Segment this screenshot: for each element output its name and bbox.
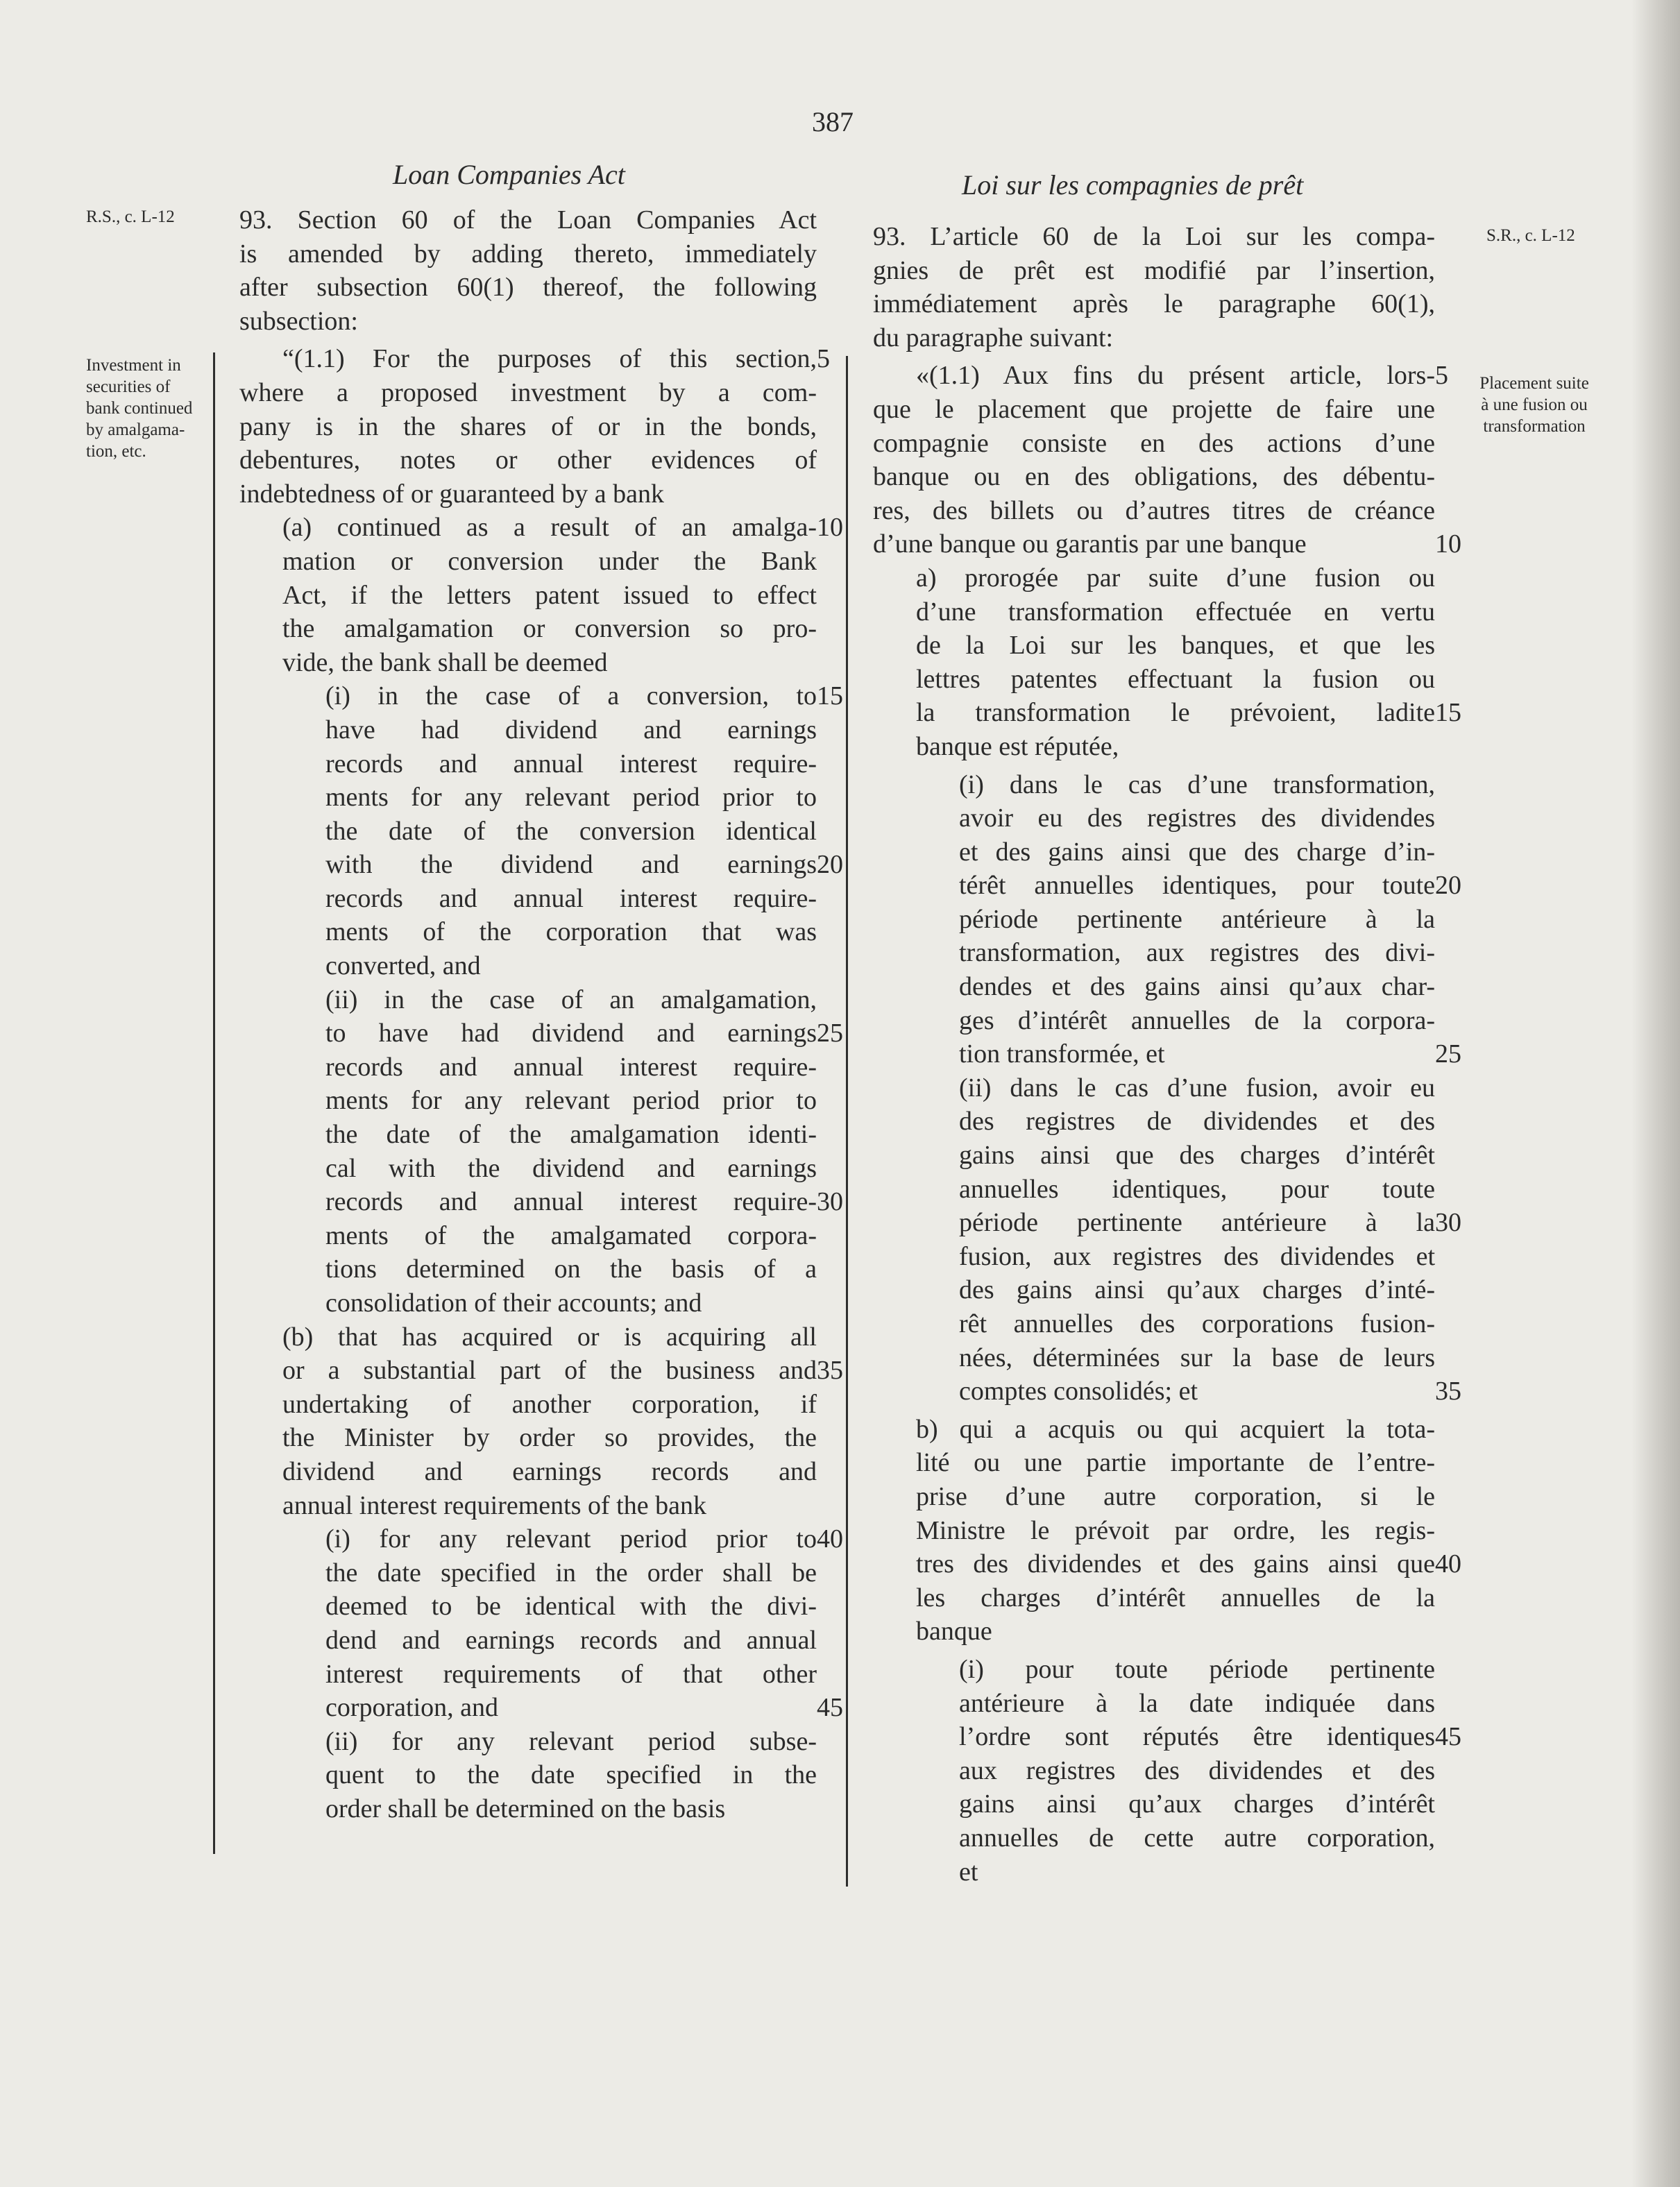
- text-line-content: nées, déterminées sur la base de leurs: [959, 1343, 1435, 1372]
- text-line: [239, 1050, 817, 1084]
- text-line-content: (i) dans le cas d’une transformation,: [959, 769, 1435, 799]
- text-line-content: lité ou une partie importante de l’entre-: [916, 1448, 1435, 1478]
- text-line-content: the Minister by order so provides, the: [282, 1423, 817, 1453]
- text-line-content: tions determined on the basis of a: [325, 1254, 817, 1284]
- text-line-content: fusion, aux registres des dividendes et: [959, 1241, 1435, 1271]
- page-number: 387: [812, 106, 854, 137]
- text-line: [873, 1173, 1435, 1207]
- text-line: [239, 1219, 817, 1253]
- text-line: [239, 579, 817, 613]
- text-line-content: (ii) for any relevant period subse-: [325, 1726, 817, 1756]
- text-line-content: ments for any relevant period prior to: [325, 783, 817, 812]
- margin-note-line: Investment in: [86, 356, 181, 375]
- text-line-content: antérieure à la date indiquée dans: [959, 1688, 1435, 1718]
- margin-note-line: Placement suite: [1479, 374, 1589, 393]
- text-line: [239, 646, 817, 680]
- text-line: [873, 970, 1435, 1004]
- text-line-content: et des gains ainsi que des charge d’in-: [959, 837, 1435, 867]
- line-number: 20: [817, 850, 843, 880]
- text-line-content: with the dividend and earnings: [325, 850, 817, 880]
- text-line: [873, 359, 1448, 393]
- text-line-content: cal with the dividend and earnings: [325, 1153, 817, 1183]
- text-line: [239, 915, 817, 949]
- text-line: [239, 203, 817, 237]
- text-line: [873, 1004, 1435, 1038]
- text-line-content: banque est réputée,: [916, 731, 1119, 761]
- text-line: [873, 801, 1435, 835]
- text-line: [239, 511, 843, 545]
- text-line-content: to have had dividend and earnings: [325, 1019, 817, 1048]
- text-line-content: ges d’intérêt annuelles de la corpora-: [959, 1005, 1435, 1035]
- text-line: [239, 949, 817, 983]
- text-line-content: annual interest requirements of the bank: [282, 1490, 706, 1520]
- text-line: [239, 1792, 817, 1826]
- text-line-content: comptes consolidés; et: [959, 1377, 1198, 1406]
- text-line-content: ments of the corporation that was: [325, 917, 817, 947]
- text-line-content: du paragraphe suivant:: [873, 323, 1114, 352]
- text-line: [873, 869, 1461, 903]
- text-line: [873, 1037, 1461, 1071]
- text-line-content: dend and earnings records and annual: [325, 1625, 817, 1655]
- text-line: [873, 1139, 1435, 1173]
- text-line-content: (ii) dans le cas d’une fusion, avoir eu: [959, 1073, 1435, 1103]
- text-line-content: interest requirements of that other: [325, 1659, 817, 1689]
- text-line: [873, 494, 1435, 528]
- text-line: [873, 1687, 1435, 1721]
- text-line: [239, 443, 817, 477]
- text-line-content: gains ainsi qu’aux charges d’intérêt: [959, 1789, 1435, 1819]
- text-line-content: b) qui a acquis ou qui acquiert la tota-: [916, 1414, 1435, 1444]
- text-line-content: undertaking of another corporation, if: [282, 1389, 817, 1419]
- text-line-content: que le placement que projette de faire une: [873, 394, 1435, 424]
- text-line: [239, 1286, 817, 1320]
- text-line-content: transformation, aux registres des divi-: [959, 938, 1435, 968]
- text-line-content: d’une banque ou garantis par une banque: [873, 529, 1307, 559]
- text-line: [239, 713, 817, 747]
- text-line: [239, 1624, 817, 1658]
- text-line: [873, 1071, 1435, 1105]
- text-line: [239, 1252, 817, 1286]
- left-margin-rule: [213, 352, 215, 1854]
- text-line: [873, 1547, 1461, 1581]
- text-line-content: the date of the conversion identical: [325, 816, 817, 846]
- text-line-content: ments of the amalgamated corpora-: [325, 1220, 817, 1250]
- line-number: 40: [1435, 1549, 1461, 1579]
- text-line-content: debentures, notes or other evidences of: [239, 445, 817, 475]
- text-line: [873, 1240, 1435, 1274]
- text-line: [239, 305, 817, 339]
- line-number: 40: [817, 1524, 843, 1554]
- line-number: 30: [1435, 1208, 1461, 1238]
- text-line-content: dendes et des gains ainsi qu’aux char-: [959, 972, 1435, 1002]
- text-line: [873, 460, 1435, 494]
- text-line: [239, 271, 817, 305]
- text-line-content: Ministre le prévoit par ordre, les regis-: [916, 1515, 1435, 1545]
- text-line: [239, 882, 817, 916]
- text-line: [239, 1320, 817, 1354]
- text-line: [239, 612, 817, 646]
- margin-note-line: securities of: [86, 377, 171, 396]
- line-number: 45: [1435, 1722, 1461, 1752]
- text-line: [239, 1725, 817, 1759]
- text-line: [239, 237, 817, 271]
- text-line-content: tion transformée, et: [959, 1039, 1165, 1069]
- center-column-rule: [846, 356, 848, 1887]
- text-line-content: (ii) in the case of an amalgamation,: [325, 985, 817, 1014]
- line-number: 5: [1435, 361, 1448, 391]
- left-margin-reference: R.S., c. L-12: [86, 207, 175, 226]
- text-line-content: dividend and earnings records and: [282, 1456, 817, 1486]
- text-line-content: l’ordre sont réputés être identiques: [959, 1722, 1435, 1752]
- text-line-content: res, des billets ou d’autres titres de créance: [873, 495, 1435, 525]
- text-line: [239, 1522, 843, 1556]
- line-number: 25: [1435, 1039, 1461, 1069]
- text-line-content: la transformation le prévoient, ladite: [916, 698, 1435, 728]
- text-line-content: banque ou en des obligations, des débentu-: [873, 462, 1435, 492]
- text-line-content: aux registres des dividendes et des: [959, 1755, 1435, 1785]
- text-line: [873, 1754, 1435, 1788]
- right-margin-reference: S.R., c. L-12: [1486, 226, 1575, 245]
- margin-note-line: bank continued: [86, 399, 193, 418]
- text-line: [873, 1273, 1435, 1307]
- text-line-content: 93. L’article 60 de la Loi sur les compa-: [873, 222, 1435, 251]
- text-line-content: the date specified in the order shall be: [325, 1558, 817, 1588]
- text-line: [239, 815, 817, 849]
- text-line: [873, 1341, 1435, 1375]
- text-line-content: rêt annuelles des corporations fusion-: [959, 1309, 1435, 1338]
- text-line: [873, 1375, 1461, 1409]
- text-line-content: mation or conversion under the Bank: [282, 546, 817, 576]
- text-line-content: gains ainsi que des charges d’intérêt: [959, 1141, 1435, 1171]
- text-line-content: prise d’une autre corporation, si le: [916, 1481, 1435, 1511]
- text-line-content: or a substantial part of the business and: [282, 1356, 817, 1386]
- text-line-content: the date of the amalgamation identi-: [325, 1120, 817, 1150]
- text-line-content: quent to the date specified in the: [325, 1760, 817, 1790]
- text-line: [873, 527, 1461, 561]
- text-line-content: where a proposed investment by a com-: [239, 377, 817, 407]
- text-line-content: records and annual interest require-: [325, 749, 817, 778]
- text-line: [873, 1514, 1435, 1548]
- text-line-content: indebtedness of or guaranteed by a bank: [239, 479, 665, 509]
- text-line-content: compagnie consiste en des actions d’une: [873, 428, 1435, 458]
- text-line: [873, 220, 1435, 254]
- line-number: 45: [817, 1693, 843, 1723]
- text-line-content: consolidation of their accounts; and: [325, 1288, 702, 1318]
- text-line: [873, 1105, 1435, 1139]
- text-line-content: et: [959, 1857, 978, 1887]
- line-number: 15: [1435, 698, 1461, 728]
- text-line: [239, 1118, 817, 1152]
- text-line: [873, 254, 1435, 288]
- text-line: [873, 1653, 1435, 1687]
- text-line-content: “(1.1) For the purposes of this section,: [282, 344, 817, 374]
- text-line: [873, 561, 1435, 595]
- margin-note-line: à une fusion ou: [1481, 395, 1588, 414]
- text-line-content: (i) pour toute période pertinente: [959, 1654, 1435, 1684]
- text-line: [239, 1421, 817, 1455]
- page-edge-shadow: [1631, 0, 1680, 2187]
- margin-note-line: transformation: [1483, 417, 1586, 436]
- text-line: [873, 1821, 1435, 1855]
- text-line-content: (i) for any relevant period prior to: [325, 1524, 817, 1554]
- text-line-content: is amended by adding thereto, immediately: [239, 239, 817, 269]
- text-line: [239, 1590, 817, 1624]
- left-column-heading: Loan Companies Act: [393, 159, 625, 190]
- text-line-content: banque: [916, 1617, 992, 1646]
- text-line: [873, 287, 1435, 321]
- text-line: [239, 747, 817, 781]
- text-line: [239, 781, 817, 815]
- text-line: [239, 679, 843, 713]
- text-line-content: période pertinente antérieure à la: [959, 904, 1435, 934]
- text-line: [873, 1413, 1435, 1447]
- line-number: 35: [1435, 1377, 1461, 1406]
- text-line-content: gnies de prêt est modifié par l’insertion,: [873, 255, 1435, 285]
- text-line-content: records and annual interest require-: [325, 1187, 817, 1217]
- text-line-content: the amalgamation or conversion so pro-: [282, 614, 817, 644]
- text-line-content: des registres de dividendes et des: [959, 1107, 1435, 1137]
- text-line-content: térêt annuelles identiques, pour toute: [959, 871, 1435, 901]
- line-number: 15: [817, 681, 843, 711]
- line-number: 10: [1435, 529, 1461, 559]
- text-line: [873, 1480, 1435, 1514]
- text-line: [239, 1388, 817, 1422]
- text-line: [873, 768, 1435, 802]
- line-number: 25: [817, 1019, 843, 1048]
- text-line-content: vide, the bank shall be deemed: [282, 647, 608, 677]
- text-line-content: période pertinente antérieure à la: [959, 1208, 1435, 1238]
- right-column-heading: Loi sur les compagnies de prêt: [962, 169, 1304, 201]
- left-margin-note: [86, 355, 225, 462]
- text-line: [873, 1720, 1461, 1754]
- text-line-content: avoir eu des registres des dividendes: [959, 803, 1435, 833]
- text-line: [239, 1489, 817, 1523]
- text-line-content: corporation, and: [325, 1693, 499, 1723]
- text-line: [239, 848, 843, 882]
- french-text-column: [873, 220, 1461, 1889]
- text-line-content: order shall be determined on the basis: [325, 1794, 726, 1823]
- text-line: [873, 1581, 1435, 1615]
- line-number: 10: [817, 513, 843, 543]
- text-line-content: Act, if the letters patent issued to effect: [282, 580, 817, 610]
- text-line: [239, 1455, 817, 1489]
- text-line-content: annuelles identiques, pour toute: [959, 1174, 1435, 1204]
- text-line: [873, 629, 1435, 663]
- english-text-column: [239, 203, 843, 1826]
- text-line-content: d’une transformation effectuée en vertu: [916, 597, 1435, 627]
- text-line: [239, 1658, 817, 1692]
- text-line: [873, 835, 1435, 869]
- text-line: [873, 1307, 1435, 1341]
- text-line-content: have had dividend and earnings: [325, 715, 817, 744]
- line-number: 20: [1435, 871, 1461, 901]
- text-line-content: converted, and: [325, 951, 481, 981]
- text-line-content: records and annual interest require-: [325, 883, 817, 913]
- text-line: [239, 1185, 843, 1219]
- text-line-content: (i) in the case of a conversion, to: [325, 681, 817, 711]
- text-line: [873, 321, 1435, 355]
- text-line: [873, 730, 1435, 764]
- text-line: [239, 1691, 843, 1725]
- text-line-content: (b) that has acquired or is acquiring all: [282, 1322, 817, 1352]
- text-line: [239, 1152, 817, 1186]
- text-line: [873, 1446, 1435, 1480]
- text-line-content: subsection:: [239, 306, 358, 336]
- text-line: [873, 427, 1435, 461]
- text-line: [239, 477, 817, 511]
- text-line: [239, 1556, 817, 1590]
- text-line-content: (a) continued as a result of an amalga-: [282, 513, 817, 543]
- text-line-content: records and annual interest require-: [325, 1052, 817, 1082]
- text-line: [873, 1615, 1435, 1649]
- text-line-content: pany is in the shares of or in the bonds,: [239, 411, 817, 441]
- text-line-content: tres des dividendes et des gains ainsi que: [916, 1549, 1435, 1579]
- text-line: [873, 696, 1461, 730]
- text-line-content: lettres patentes effectuant la fusion ou: [916, 664, 1435, 694]
- line-number: 30: [817, 1187, 843, 1217]
- text-line: [873, 393, 1435, 427]
- text-line-content: les charges d’intérêt annuelles de la: [916, 1583, 1435, 1612]
- text-line: [239, 1758, 817, 1792]
- text-line: [873, 903, 1435, 937]
- text-line: [873, 663, 1435, 697]
- text-line: [239, 1016, 843, 1050]
- text-line: [239, 410, 817, 444]
- text-line-content: after subsection 60(1) thereof, the following: [239, 273, 817, 303]
- text-line: [873, 1855, 1435, 1889]
- text-line-content: a) prorogée par suite d’une fusion ou: [916, 563, 1435, 593]
- text-line: [873, 1206, 1461, 1240]
- text-line: [239, 1354, 843, 1388]
- text-line-content: immédiatement après le paragraphe 60(1),: [873, 289, 1435, 319]
- text-line: [239, 342, 830, 376]
- text-line: [873, 1787, 1435, 1821]
- text-line: [239, 983, 817, 1017]
- line-number: 5: [817, 344, 830, 374]
- text-line: [239, 1084, 817, 1118]
- text-line: [239, 545, 817, 579]
- text-line-content: des gains ainsi qu’aux charges d’inté-: [959, 1275, 1435, 1305]
- text-line-content: ments for any relevant period prior to: [325, 1086, 817, 1116]
- margin-note-line: tion, etc.: [86, 442, 146, 461]
- text-line-content: 93. Section 60 of the Loan Companies Act: [239, 205, 817, 235]
- text-line: [873, 936, 1435, 970]
- text-line-content: annuelles de cette autre corporation,: [959, 1823, 1435, 1853]
- margin-note-line: by amalgama-: [86, 420, 185, 439]
- text-line: [239, 376, 817, 410]
- text-line-content: deemed to be identical with the divi-: [325, 1592, 817, 1622]
- text-line: [873, 595, 1435, 629]
- line-number: 35: [817, 1356, 843, 1386]
- text-line-content: de la Loi sur les banques, et que les: [916, 631, 1435, 661]
- text-line-content: «(1.1) Aux fins du présent article, lors-: [916, 361, 1435, 391]
